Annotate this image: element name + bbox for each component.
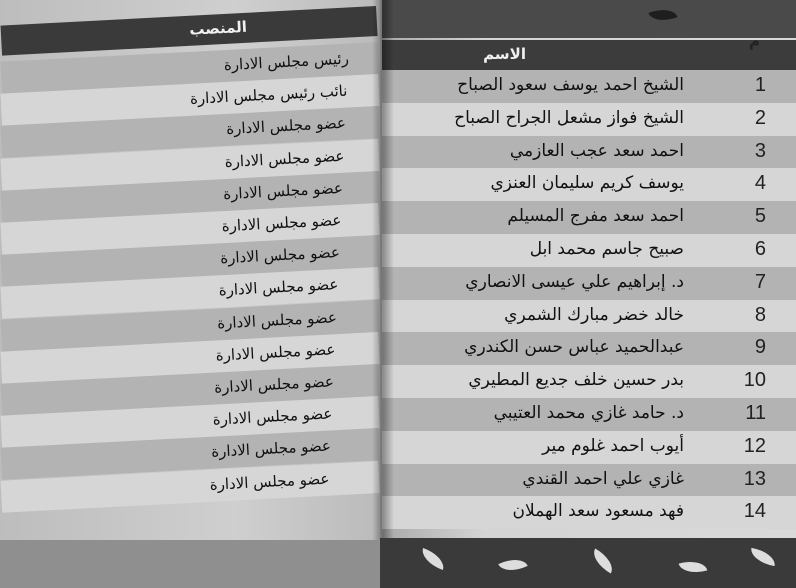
table-row [382,136,796,169]
member-name: أيوب احمد غلوم مير [542,435,684,456]
member-name: غازي علي احمد القندي [522,468,684,489]
member-name: الشيخ احمد يوسف سعود الصباح [457,75,684,95]
row-number: 1 [754,74,766,96]
left-footer-pattern [0,540,380,588]
member-position: عضو مجلس الادارة [209,469,330,494]
table-row [382,431,796,464]
leaf-icon [749,548,777,566]
leaf-icon [648,4,677,26]
row-number: 2 [754,106,766,129]
member-name: فهد مسعود سعد الهملان [512,501,684,522]
member-position: نائب رئيس مجلس الادارة [189,81,348,109]
row-number: 9 [754,336,766,359]
member-position: عضو مجلس الادارة [219,243,341,268]
table-row [382,332,796,365]
member-position: عضو مجلس الادارة [215,340,336,365]
row-number: 13 [743,467,766,490]
row-number: 3 [754,139,766,162]
row-number: 6 [754,238,766,260]
member-position: عضو مجلس الادارة [210,436,332,462]
member-position: عضو مجلس الادارة [218,275,339,300]
member-name: د. إبراهيم علي عيسى الانصاري [465,271,684,292]
table-row [382,168,796,201]
table-row [382,267,796,300]
leaf-icon [588,548,618,573]
member-position: عضو مجلس الادارة [213,372,335,397]
table-row [382,234,796,267]
leaf-icon [498,553,527,577]
top-strip [382,0,796,38]
row-number: 8 [754,303,766,326]
leaf-icon [679,557,708,577]
row-number: 11 [745,402,766,424]
member-position: عضو مجلس الادارة [225,114,347,139]
row-number: 12 [743,434,766,457]
book-spine [372,0,394,588]
name-header-bar [382,32,796,70]
member-position: عضو مجلس الادارة [212,404,333,429]
member-name: بدر حسين خلف جديع المطيري [468,370,684,391]
table-row [382,496,796,529]
member-name: الشيخ فواز مشعل الجراح الصباح [454,107,684,128]
position-header: المنصب [188,17,248,39]
table-row [382,365,796,398]
row-number: 5 [754,205,766,228]
member-position: عضو مجلس الادارة [216,307,338,333]
row-number: 7 [754,270,766,293]
member-name: خالد خضر مبارك الشمري [504,304,684,325]
member-position: رئيس مجلس الادارة [223,49,350,75]
table-row [382,70,796,103]
name-header: الاسم [483,45,526,63]
member-name: احمد سعد عجب العازمي [509,140,684,161]
table-row [382,201,796,234]
member-position: عضو مجلس الادارة [221,210,342,236]
table-row [382,398,796,431]
leaf-icon [418,548,447,570]
member-position: عضو مجلس الادارة [224,146,345,171]
member-position: عضو مجلس الادارة [222,178,344,203]
member-name: يوسف كريم سليمان العنزي [490,173,684,194]
table-row [382,464,796,497]
member-name: صبيح جاسم محمد ابل [529,239,684,259]
member-name: د. حامد غازي محمد العتيبي [493,403,684,423]
right-footer-pattern [380,538,796,588]
table-row [382,103,796,136]
member-name: احمد سعد مفرج المسيلم [507,206,684,227]
table-row [382,300,796,333]
number-header: م [749,32,760,50]
row-number: 4 [754,172,766,195]
row-number: 14 [743,500,766,523]
member-name: عبدالحميد عباس حسن الكندري [464,337,684,358]
row-number: 10 [743,369,766,392]
